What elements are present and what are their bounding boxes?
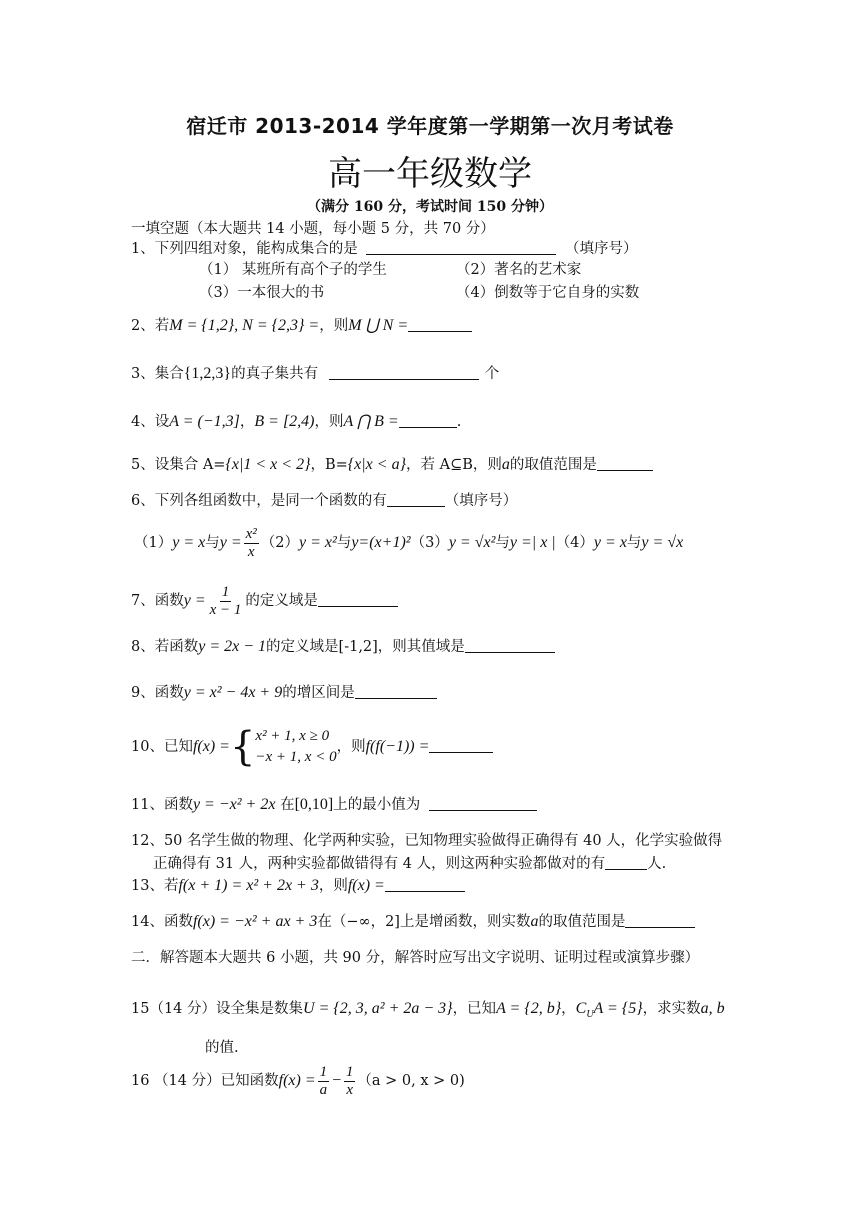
q7-answer-blank[interactable] — [318, 592, 398, 607]
q12-line2 — [153, 854, 666, 874]
q5-answer-blank[interactable] — [597, 456, 653, 471]
q10-piecewise — [255, 726, 336, 768]
q14-math: f(x) = −x² + ax + 3 — [192, 913, 318, 930]
q15-mid: ，已知 — [452, 1001, 497, 1017]
q6-p3a: y = √x² — [448, 534, 496, 551]
q7-frac-den: x − 1 — [209, 601, 242, 618]
question-4 — [131, 412, 461, 432]
q9-tail: 的增区间是 — [282, 685, 355, 701]
q5-pre: 5、设集合 A= — [131, 457, 226, 473]
q1-answer-blank[interactable] — [366, 240, 556, 255]
q7-tail: 的定义域是 — [245, 593, 318, 609]
q2-mid: ，则 — [319, 318, 349, 334]
question-9 — [131, 683, 437, 703]
q7-lhs: y = — [183, 592, 206, 609]
q6-options — [134, 524, 683, 562]
q14-pre: 14、函数 — [131, 914, 193, 930]
q13-pre: 13、若 — [131, 878, 179, 894]
q5-tail: 的取值范围是 — [509, 457, 597, 473]
question-10 — [131, 724, 493, 770]
question-7 — [131, 582, 398, 620]
q6-frac-den: x — [247, 543, 255, 560]
q3-mid: 的真子集共有 — [231, 366, 319, 382]
q6-p2: （2） — [260, 535, 300, 551]
q6-p4: （4） — [555, 535, 594, 551]
q10-case2: −x + 1, x < 0 — [255, 749, 337, 765]
q6-p1c: y = — [219, 534, 242, 551]
q6-p1a: y = x — [172, 534, 206, 551]
q11-math: y = −x² + 2x — [192, 796, 276, 813]
exam-note: （满分 160 分，考试时间 150 分钟） — [307, 199, 553, 215]
q6-stem: 6、下列各组函数中，是同一个函数的有 — [131, 493, 387, 509]
exam-title: 宿迁市 2013-2014 学年度第一学期第一次月考试卷 — [186, 114, 674, 138]
q15-sub: U — [586, 1008, 594, 1020]
q15-vars: a, b — [700, 1000, 725, 1017]
question-8 — [131, 637, 555, 657]
q16-lhs: f(x) = — [278, 1072, 316, 1089]
q14-var: a — [530, 913, 539, 930]
q3-answer-blank[interactable] — [329, 365, 479, 380]
q12-line2-text: 正确得有 31 人，两种实验都做错得有 4 人，则这两种实验都做对的有 — [153, 856, 606, 872]
question-11 — [131, 795, 537, 815]
q4-pre: 4、设 — [131, 414, 170, 430]
q6-tail: （填序号） — [444, 493, 518, 509]
q8-math: y = 2x − 1 — [198, 638, 267, 655]
q4-mid: ，则 — [314, 414, 344, 430]
question-5 — [131, 455, 653, 475]
q4-math3: A ⋂ B = — [343, 413, 399, 430]
q2-math: M = {1,2}, N = {2,3} = — [169, 317, 320, 334]
q6-p4b: 与 — [626, 535, 642, 551]
q16-frac2-den: x — [346, 1081, 353, 1098]
q16-frac1-num: 1 — [319, 1063, 328, 1080]
q10-pre: 10、已知 — [131, 739, 193, 755]
q13-math2: f(x) = — [347, 877, 385, 894]
q6-p4a: y = x — [593, 534, 627, 551]
q13-math: f(x + 1) = x² + 2x + 3 — [178, 877, 319, 894]
q6-p2c: y=(x+1)² — [351, 534, 411, 551]
q6-p1: （1） — [134, 535, 173, 551]
q9-answer-blank[interactable] — [355, 684, 437, 699]
q8-answer-blank[interactable] — [465, 638, 555, 653]
q1-option-4: （4）倒数等于它自身的实数 — [456, 285, 640, 301]
q11-mid: 在 — [280, 797, 295, 813]
question-3 — [131, 364, 499, 384]
question-2 — [131, 316, 472, 336]
q12-tail: 人. — [647, 856, 667, 872]
q9-pre: 9、函数 — [131, 685, 184, 701]
q1-option-1: （1） 某班所有高个子的学生 — [199, 262, 387, 278]
q10-mid: ，则 — [336, 739, 366, 755]
q11-tail: 上的最小值为 — [333, 797, 421, 813]
q16-tail: （a > 0, x > 0) — [357, 1073, 465, 1089]
q14-answer-blank[interactable] — [625, 913, 695, 928]
q9-math: y = x² − 4x + 9 — [183, 684, 283, 701]
q15-line2: 的值. — [205, 1040, 239, 1056]
question-1 — [131, 239, 637, 259]
q12-line1: 12、50 名学生做的物理、化学两种实验，已知物理实验做得正确得有 40 人，化学实验做得 — [131, 833, 723, 849]
q6-p4c: y = √x — [641, 534, 684, 551]
q10-brace: { — [229, 724, 256, 770]
q14-tail: 的取值范围是 — [538, 914, 626, 930]
q10-lhs: f(x) = — [192, 738, 230, 755]
q5-var: a — [501, 456, 510, 473]
q15-pre: 15（14 分）设全集是数集 — [131, 1001, 304, 1017]
q5-mid: ，若 A⊆B，则 — [405, 457, 502, 473]
q6-p1b: 与 — [205, 535, 220, 551]
q1-option-3: （3）一本很大的书 — [199, 285, 325, 301]
q6-p2a: y = x² — [299, 534, 337, 551]
q6-fraction — [244, 526, 259, 561]
q3-tail: 个 — [484, 366, 500, 382]
q6-frac-num: x² — [245, 525, 257, 542]
q3-pre: 3、集合 — [131, 366, 184, 382]
q16-minus: − — [331, 1072, 342, 1089]
q2-pre: 2、若 — [131, 318, 170, 334]
q6-p3c: y =| x | — [509, 534, 556, 551]
q5-math1: {x|1 < x < 2} — [225, 456, 311, 473]
q2-math2: M ⋃ N = — [348, 317, 409, 334]
q8-tail: 的定义域是[-1,2]，则其值域是 — [266, 639, 465, 655]
question-6 — [131, 491, 517, 511]
q4-sep: ， — [239, 414, 255, 430]
q4-math1: A = (−1,3] — [169, 413, 240, 430]
q16-frac2-num: 1 — [345, 1063, 354, 1080]
q14-mid: 在（−∞，2]上是增函数，则实数 — [317, 914, 531, 930]
q16-pre: 16 （14 分）已知函数 — [131, 1073, 279, 1089]
subject-title: 高一年级数学 — [328, 154, 532, 194]
q6-p2b: 与 — [336, 535, 352, 551]
q7-pre: 7、函数 — [131, 593, 184, 609]
q11-interval: [0,10] — [294, 796, 334, 813]
q7-frac-num: 1 — [221, 583, 230, 600]
q4-math2: B = [2,4) — [254, 413, 315, 430]
q5-math2: {x|x < a} — [347, 456, 406, 473]
question-13 — [131, 876, 465, 896]
q16-fraction-1 — [318, 1064, 330, 1099]
q7-fraction — [208, 584, 244, 619]
q12-answer-blank[interactable] — [605, 855, 647, 870]
q6-p3: （3） — [410, 535, 449, 551]
q15-math3: C — [575, 1000, 587, 1017]
q16-fraction-2 — [344, 1064, 356, 1099]
question-15 — [131, 999, 725, 1025]
q13-mid: ，则 — [318, 878, 348, 894]
q2-answer-blank[interactable] — [408, 317, 472, 332]
q6-p3b: 与 — [495, 535, 510, 551]
q1-option-2: （2）著名的艺术家 — [456, 262, 582, 278]
question-16 — [131, 1061, 465, 1101]
q15-sep: ， — [561, 1001, 576, 1017]
q11-pre: 11、函数 — [131, 797, 193, 813]
q15-math3b: A = {5} — [593, 1000, 643, 1017]
q6-answer-blank[interactable] — [387, 492, 445, 507]
section2-heading: 二．解答题本大题共 6 小题，共 90 分，解答时应写出文字说明、证明过程或演算步骤） — [131, 950, 700, 966]
q4-tail: . — [456, 414, 462, 430]
q13-answer-blank[interactable] — [385, 877, 465, 892]
q3-math: {1,2,3} — [183, 365, 232, 382]
question-14 — [131, 912, 695, 932]
q16-frac1-den: a — [319, 1081, 328, 1098]
section1-heading: 一填空题（本大题共 14 小题，每小题 5 分，共 70 分） — [131, 221, 495, 237]
q15-math1: U = {2, 3, a² + 2a − 3} — [303, 1000, 453, 1017]
q11-answer-blank[interactable] — [429, 796, 537, 811]
q10-answer-blank[interactable] — [429, 738, 493, 753]
q4-answer-blank[interactable] — [399, 413, 457, 428]
q1-tail: （填序号） — [564, 241, 638, 257]
q10-case1: x² + 1, x ≥ 0 — [255, 728, 330, 744]
q15-math2: A = {2, b} — [496, 1000, 562, 1017]
q5-sep: ，B= — [310, 457, 348, 473]
q8-pre: 8、若函数 — [131, 639, 199, 655]
q10-expr: f(f(−1)) = — [365, 738, 430, 755]
q1-stem: 1、下列四组对象，能构成集合的是 — [131, 241, 358, 257]
q15-mid2: ，求实数 — [642, 1001, 701, 1017]
